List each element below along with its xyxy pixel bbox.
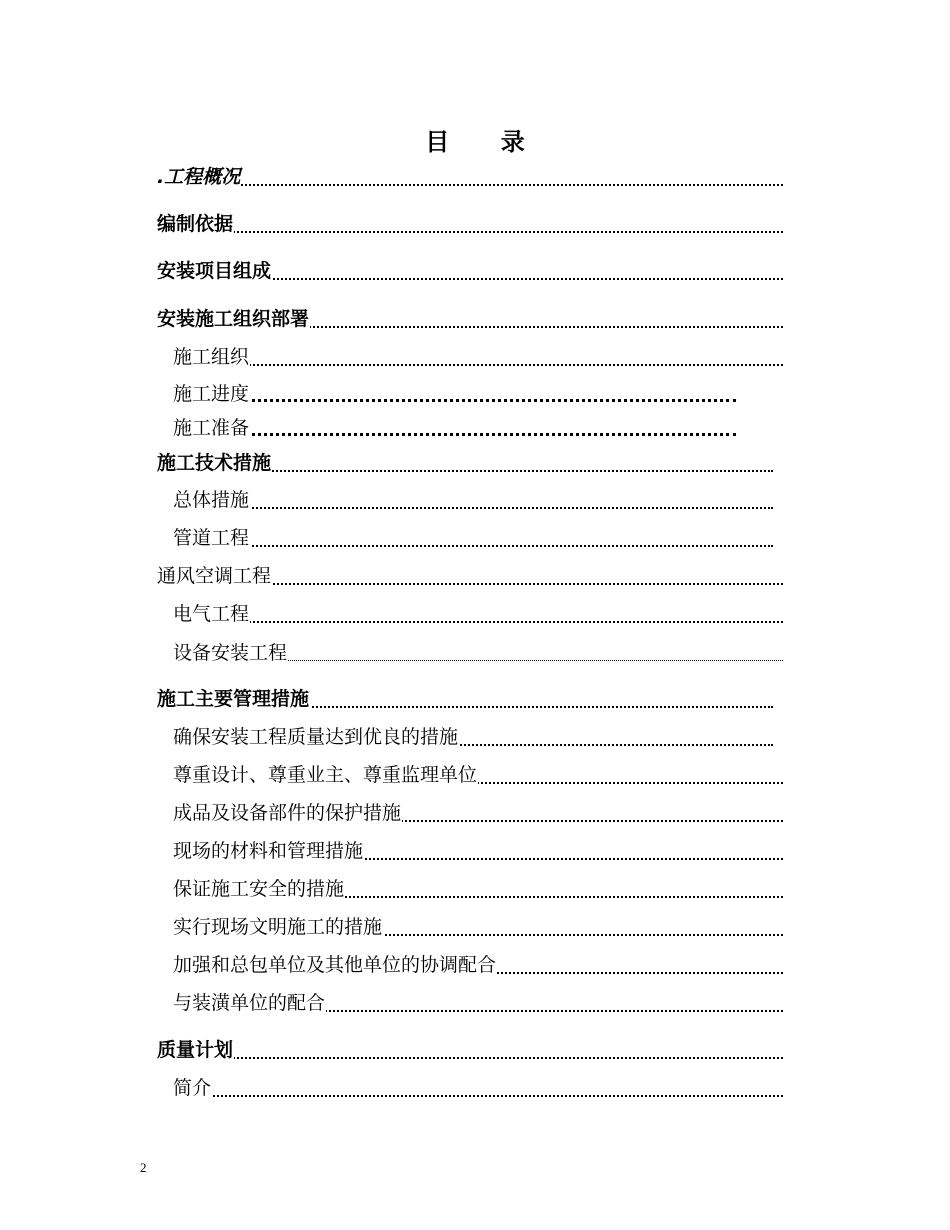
toc-entry-text: .工程概况 [157,166,241,188]
toc-title: 目 录 [425,128,547,156]
toc-entry[interactable] [157,164,783,190]
toc-entry-text: 电气工程 [173,603,250,625]
toc-entry-text: 保证施工安全的措施 [173,878,345,900]
toc-entry[interactable] [173,1075,783,1101]
toc-entry-text: 与装潢单位的配合 [173,992,326,1014]
toc-entry[interactable] [157,1037,783,1063]
dot-leader [173,1095,783,1097]
toc-entry-text: 质量计划 [157,1039,234,1061]
toc-entry-text: 总体措施 [173,489,250,511]
toc-entry[interactable] [173,525,773,551]
toc-entry[interactable] [173,601,783,627]
dot-leader [157,1057,783,1059]
dot-leader [173,545,773,547]
page-number: 2 [140,1160,147,1175]
toc-entry-text: 成品及设备部件的保护措施 [173,802,402,824]
toc-entry-text: 简介 [173,1077,212,1099]
toc-entry[interactable] [157,450,773,476]
toc-entry[interactable] [157,258,783,284]
toc-entry[interactable] [173,990,783,1016]
toc-entry-text: 管道工程 [173,527,250,549]
dot-leader [157,231,783,233]
toc-entry-text: 施工技术措施 [157,452,272,474]
dot-leader [173,364,783,366]
toc-entry[interactable] [173,344,783,370]
toc-entry-text: 施工进度 [173,383,250,405]
toc-entry-text: 安装施工组织部署 [157,308,310,330]
toc-entry[interactable] [173,487,773,513]
toc-entry-text: 确保安装工程质量达到优良的措施 [173,726,459,748]
toc-entry[interactable] [157,211,783,237]
dot-leader [173,507,773,509]
toc-entry-text: 施工主要管理措施 [157,688,310,710]
toc-entry[interactable] [157,306,783,332]
toc-entry[interactable] [173,415,736,441]
toc-entry-text: 通风空调工程 [157,565,272,587]
toc-entry[interactable] [173,640,783,666]
toc-entry-text: 现场的材料和管理措施 [173,840,364,862]
toc-entry[interactable] [173,381,736,407]
toc-entry-text: 施工准备 [173,417,250,439]
toc-entry-text: 安装项目组成 [157,260,272,282]
dot-leader [173,621,783,623]
toc-entry-text: 尊重设计、尊重业主、尊重监理单位 [173,764,478,786]
toc-entry-text: 设备安装工程 [173,642,288,664]
toc-entry-text: 施工组织 [173,346,250,368]
toc-entry[interactable] [173,952,783,978]
toc-entry[interactable] [173,914,783,940]
dot-leader [157,184,783,186]
toc-entry[interactable] [173,876,783,902]
toc-entry[interactable] [157,686,773,712]
toc-entry[interactable] [173,800,783,826]
toc-entry[interactable] [173,838,783,864]
dot-leader [173,399,736,402]
toc-entry[interactable] [173,724,773,750]
toc-entry-text: 加强和总包单位及其他单位的协调配合 [173,954,497,976]
toc-entry-text: 编制依据 [157,213,234,235]
toc-entry[interactable] [157,563,783,589]
toc-entry[interactable] [173,762,783,788]
toc-entry-text: 实行现场文明施工的措施 [173,916,383,938]
dot-leader [173,433,736,436]
